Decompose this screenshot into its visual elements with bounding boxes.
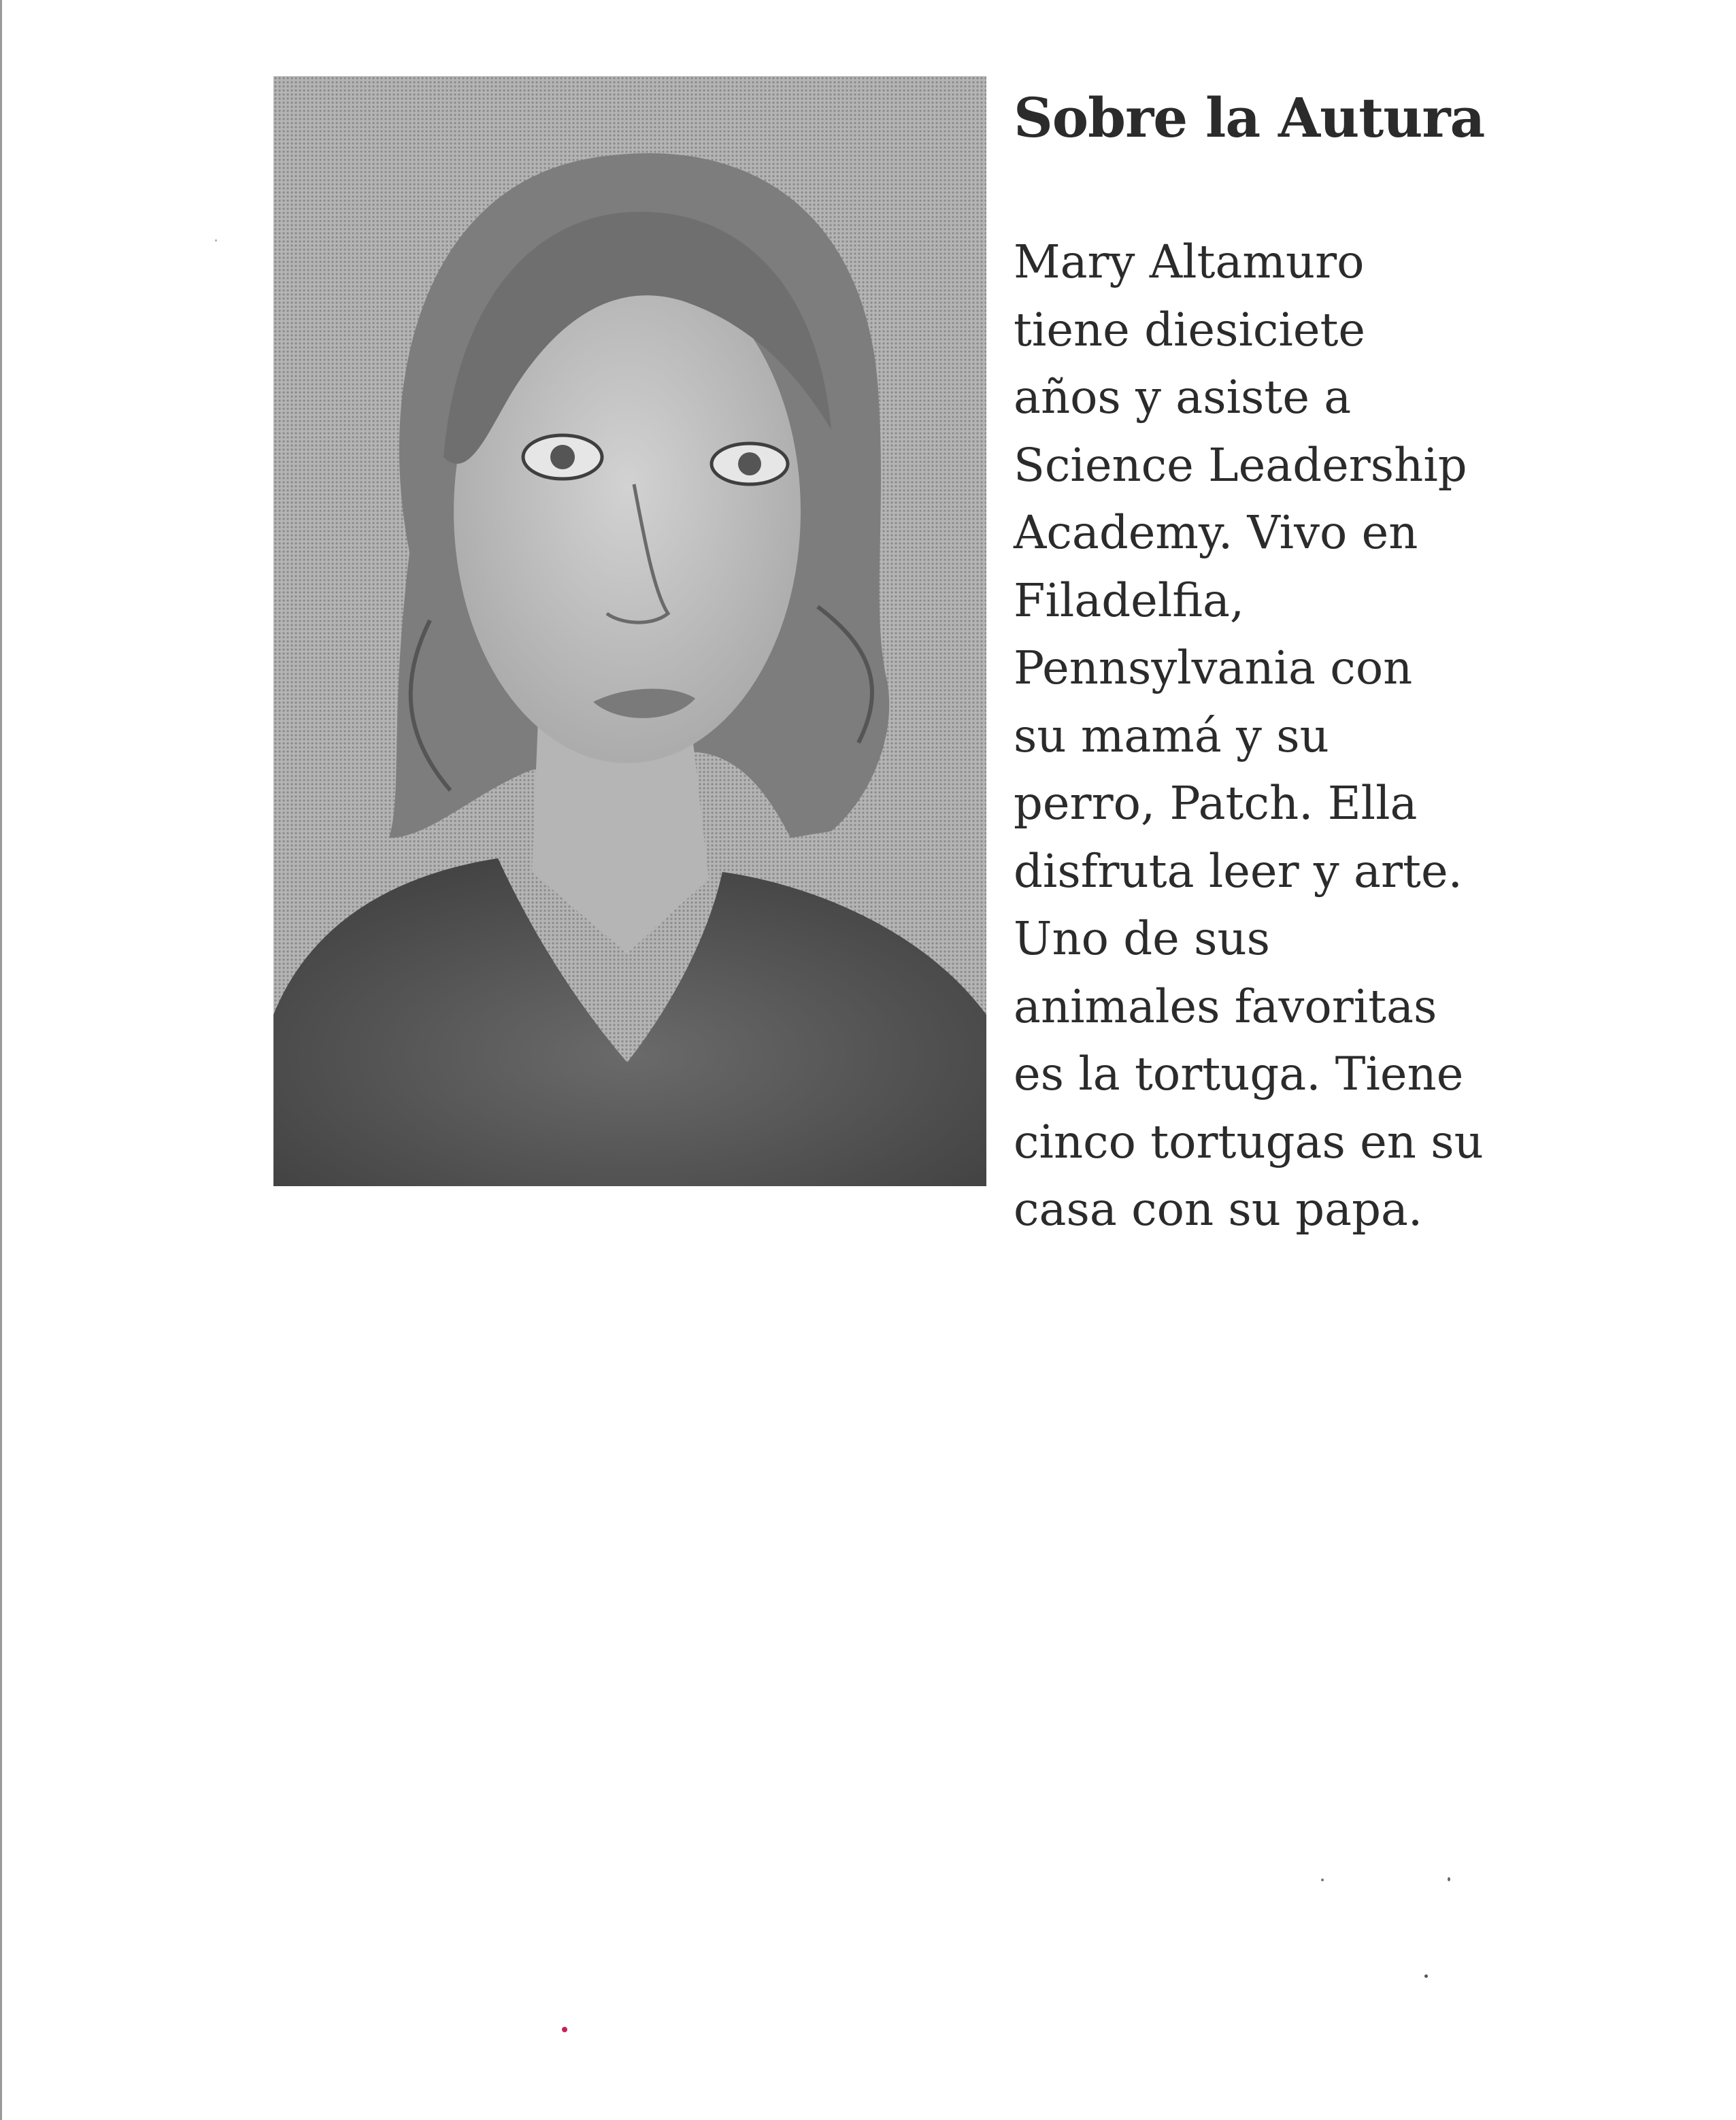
- scan-edge: [0, 0, 2, 2120]
- bio-line: años y asiste a: [1014, 371, 1352, 424]
- bio-line: perro, Patch. Ella: [1014, 777, 1418, 830]
- bio-line: Uno de sus: [1014, 912, 1271, 965]
- author-portrait-drawing: [273, 76, 986, 1186]
- bio-line: cinco tortugas en su: [1014, 1115, 1484, 1168]
- bio-line: Pennsylvania con: [1014, 641, 1413, 694]
- bio-heading: Sobre la Autura: [1014, 86, 1485, 150]
- bio-line: es la tortuga. Tiene: [1014, 1047, 1464, 1100]
- bio-line: Mary Altamuro: [1014, 235, 1365, 288]
- bio-line: Science Leadership: [1014, 438, 1467, 492]
- scan-speck: [1321, 1879, 1324, 1881]
- scan-speck: [1448, 1877, 1450, 1881]
- author-bio: [1014, 80, 1707, 1236]
- bio-paragraph: [1014, 229, 1707, 1244]
- scan-speck: [215, 239, 217, 241]
- portrait-illustration: [273, 76, 986, 1186]
- bio-line: tiene diesiciete: [1014, 303, 1366, 356]
- bio-line: casa con su papa.: [1014, 1183, 1423, 1236]
- scan-speck: [562, 2027, 567, 2032]
- bio-line: Academy. Vivo en: [1014, 506, 1418, 559]
- bio-line: disfruta leer y arte.: [1014, 844, 1463, 898]
- bio-line: su mamá y su: [1014, 709, 1329, 762]
- bio-line: animales favoritas: [1014, 979, 1437, 1033]
- scan-speck: [1424, 1974, 1428, 1978]
- bio-line: Filadelfia,: [1014, 573, 1245, 627]
